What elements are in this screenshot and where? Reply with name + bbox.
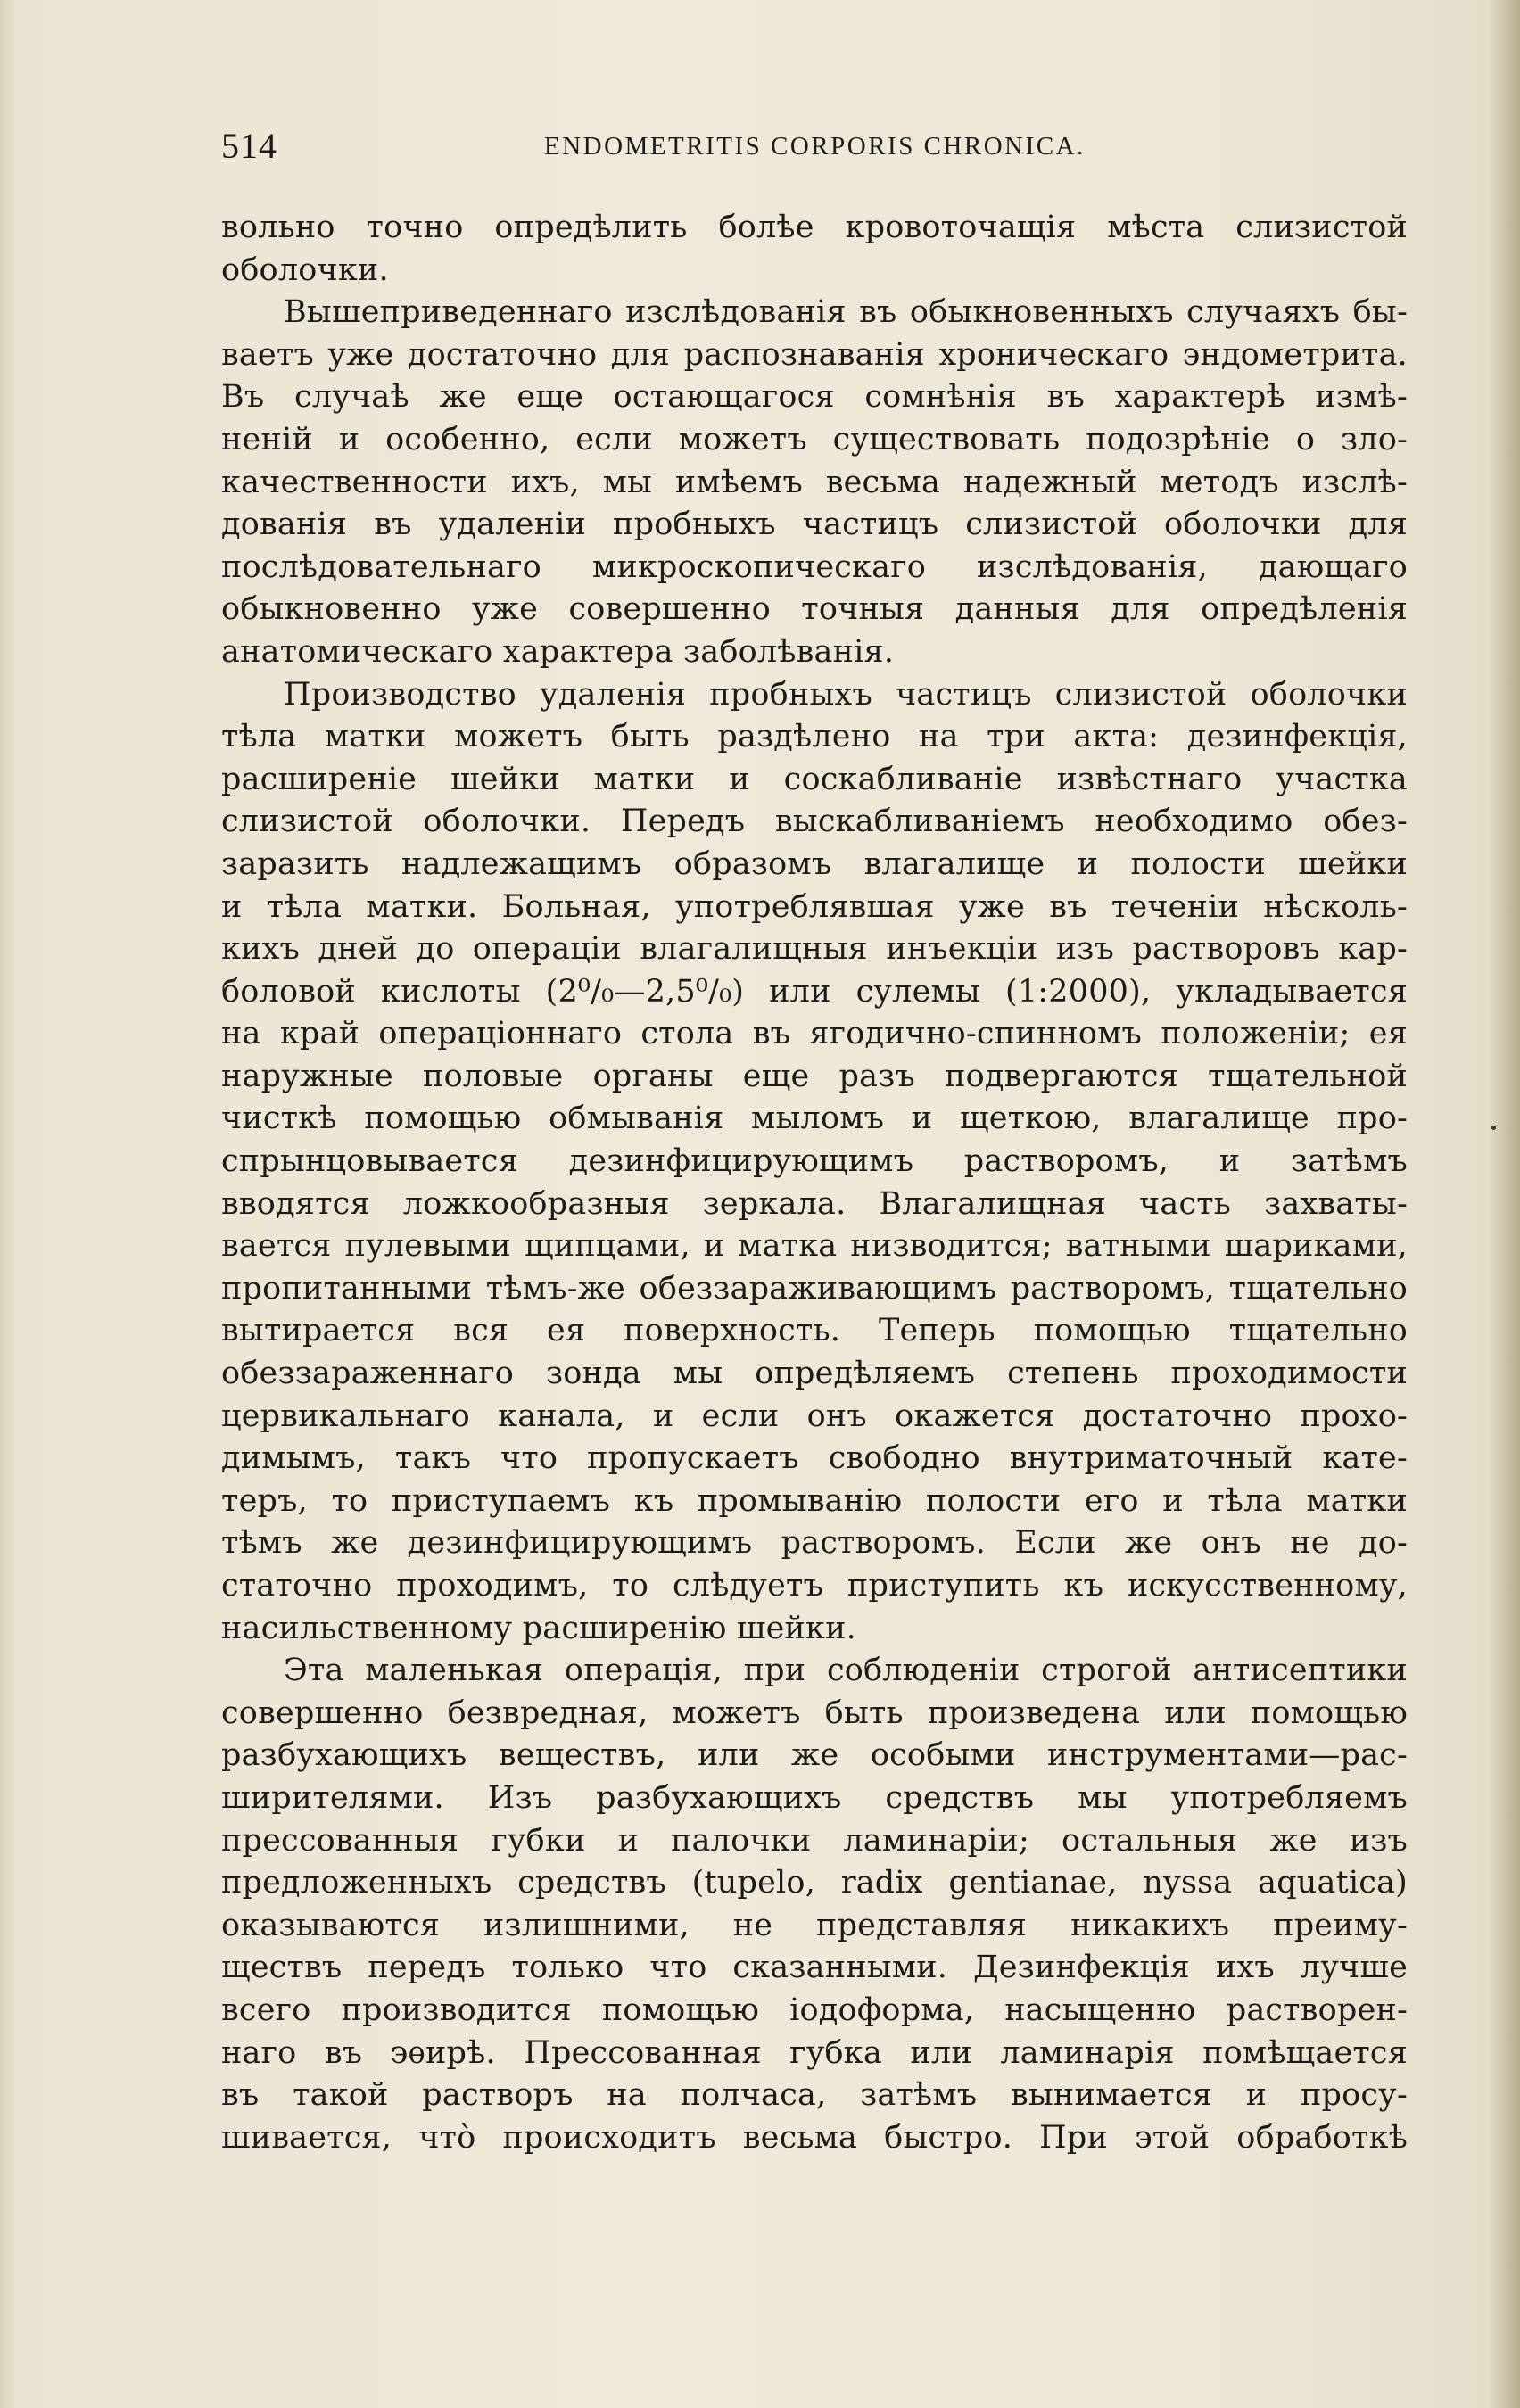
text-line: пропитанными тѣмъ-же обеззараживающимъ растворомъ, тщательно xyxy=(221,1270,1408,1307)
text-line: неній и особенно, если можетъ существовать подозрѣніе о зло- xyxy=(221,421,1408,458)
page-number: 514 xyxy=(221,126,277,166)
text-line: Вышеприведеннаго изслѣдованія въ обыкновенныхъ случаяхъ бы- xyxy=(284,294,1408,331)
text-line: оболочки. xyxy=(221,252,389,288)
text-line: качественности ихъ, мы имѣемъ весьма надежный методъ изслѣ- xyxy=(221,464,1408,500)
text-line: обеззараженнаго зонда мы опредѣляемъ степень проходимости xyxy=(221,1356,1408,1392)
text-line: наго въ эѳирѣ. Прессованная губка или ламинарія помѣщается xyxy=(221,2034,1408,2071)
text-line: спрынцовывается дезинфицирующимъ растворомъ, и затѣмъ xyxy=(221,1143,1408,1180)
text-line: боловой кислоты (2⁰/₀—2,5⁰/₀) или сулемы (1:2000), укладывается xyxy=(221,973,1408,1010)
text-line: слизистой оболочки. Передъ выскабливаніемъ необходимо обез- xyxy=(221,804,1408,840)
text-line: вытирается вся ея поверхность. Теперь помощью тщательно xyxy=(221,1313,1408,1349)
text-line: вольно точно опредѣлить болѣе кровоточащія мѣста слизистой xyxy=(221,210,1408,245)
text-line: вается пулевыми щипцами, и матка низводится; ватными шариками, xyxy=(221,1228,1408,1265)
text-line: заразить надлежащимъ образомъ влагалище и полости шейки xyxy=(221,845,1408,882)
page-edge-shadow xyxy=(1488,0,1520,2408)
body-text xyxy=(221,207,1408,2159)
text-line: ширителями. Изъ разбухающихъ средствъ мы употребляемъ xyxy=(221,1779,1408,1816)
text-line: совершенно безвредная, можетъ быть произведена или помощью xyxy=(221,1695,1408,1731)
text-line: насильственному расширенію шейки. xyxy=(221,1610,856,1646)
text-line: послѣдовательнаго микроскопическаго изслѣдованія, дающаго xyxy=(221,548,1408,585)
text-line: теръ, то приступаемъ къ промыванію полости его и тѣла матки xyxy=(221,1482,1408,1519)
text-line: расширеніе шейки матки и соскабливаніе извѣстнаго участка xyxy=(221,761,1408,797)
text-line: въ такой растворъ на полчаса, затѣмъ вынимается и просу- xyxy=(221,2077,1408,2114)
text-line: Производство удаленія пробныхъ частицъ слизистой оболочки xyxy=(284,676,1408,713)
text-line: на край операціоннаго стола въ ягодично-спинномъ положеніи; ея xyxy=(221,1016,1408,1052)
text-line: дованія въ удаленіи пробныхъ частицъ слизистой оболочки для xyxy=(221,507,1408,543)
text-line: ваетъ уже достаточно для распознаванія хроническаго эндометрита. xyxy=(221,336,1408,373)
text-line: кихъ дней до операціи влагалищныя инъекціи изъ растворовъ кар- xyxy=(221,931,1408,968)
text-line: димымъ, такъ что пропускаетъ свободно внутриматочный кате- xyxy=(221,1440,1408,1477)
text-line: прессованныя губки и палочки ламинаріи; остальныя же изъ xyxy=(221,1822,1408,1859)
text-line: цервикальнаго канала, и если онъ окажется достаточно прохо- xyxy=(221,1398,1408,1434)
running-title: ENDOMETRITIS CORPORIS CHRONICA. xyxy=(544,132,1086,161)
page-header xyxy=(221,125,1408,169)
text-line: разбухающихъ веществъ, или же особыми инструментами—рас- xyxy=(221,1737,1408,1774)
text-line: статочно проходимъ, то слѣдуетъ приступить къ искусственному, xyxy=(221,1568,1408,1604)
text-line: оказываются излишними, не представляя никакихъ преиму- xyxy=(221,1907,1408,1943)
text-line: и тѣла матки. Больная, употреблявшая уже въ теченіи нѣсколь- xyxy=(221,888,1408,925)
text-line: тѣла матки можетъ быть раздѣлено на три акта: дезинфекція, xyxy=(221,719,1408,755)
text-line: Эта маленькая операція, при соблюденіи строгой антисептики xyxy=(284,1653,1408,1689)
page-gutter-shadow xyxy=(0,0,16,2408)
text-line: шивается, что̀ происходитъ весьма быстро. При этой обработкѣ xyxy=(221,2119,1408,2156)
text-line: наружные половые органы еще разъ подвергаются тщательной xyxy=(221,1058,1408,1094)
text-line: предложенныхъ средствъ (tupelo, radix gentianae, nyssa aquatica) xyxy=(221,1865,1408,1901)
text-line: ществъ передъ только что сказанными. Дезинфекція ихъ лучше xyxy=(221,1950,1408,1986)
text-line: чисткѣ помощью обмыванія мыломъ и щеткою, влагалище про- xyxy=(221,1101,1408,1137)
text-line: Въ случаѣ же еще остающагося сомнѣнія въ характерѣ измѣ- xyxy=(221,379,1408,416)
text-line: вводятся ложкообразныя зеркала. Влагалищная часть захваты- xyxy=(221,1185,1408,1222)
text-line: обыкновенно уже совершенно точныя данныя для опредѣленія xyxy=(221,591,1408,628)
text-line: анатомическаго характера заболѣванія. xyxy=(221,633,895,670)
text-line: всего производится помощью іодоформа, насыщенно растворен- xyxy=(221,1992,1408,2028)
print-speck xyxy=(1491,1126,1496,1130)
text-line: тѣмъ же дезинфицирующимъ растворомъ. Если же онъ не до- xyxy=(221,1525,1408,1562)
